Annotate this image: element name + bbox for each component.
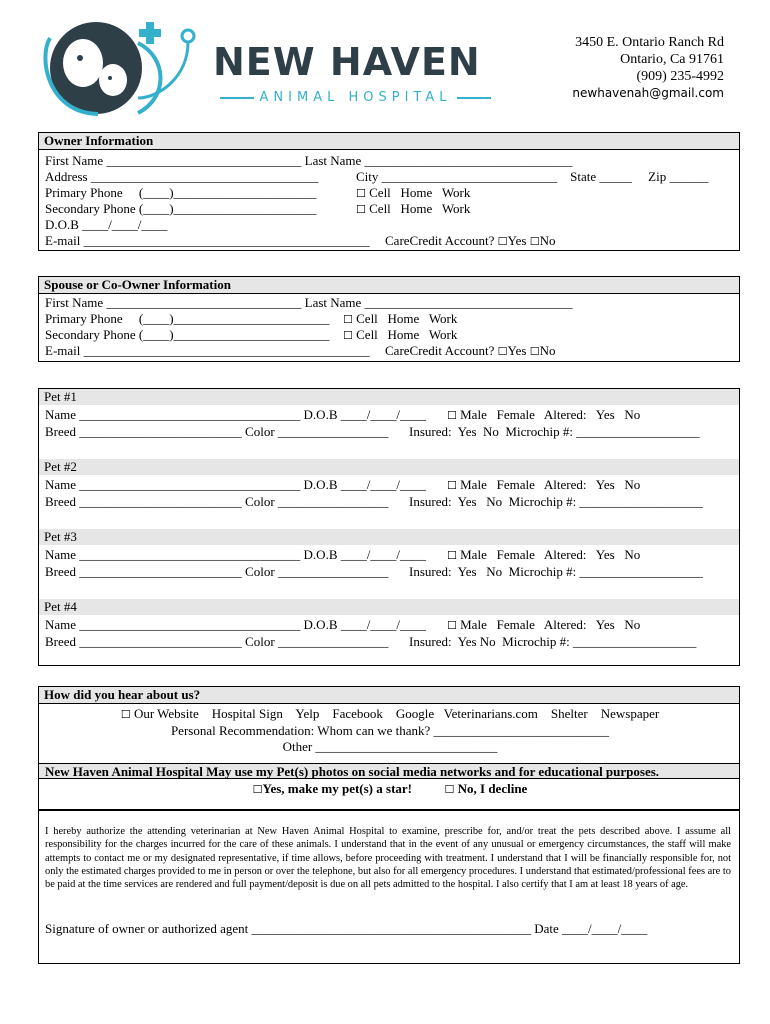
photo-consent-statement: New Haven Animal Hospital May use my Pet(s) photos on social media networks and for educational purposes.: [39, 763, 739, 779]
phone-number: (909) 235-4992: [636, 69, 724, 84]
pet-insured-microchip[interactable]: Insured: Yes No Microchip #: ___________________: [409, 424, 700, 439]
checkbox-icon[interactable]: ☐: [252, 783, 263, 796]
checkbox-icon[interactable]: ☐: [343, 313, 353, 326]
pet-insured-microchip[interactable]: Insured: Yes No Microchip #: ___________________: [409, 634, 697, 649]
spouse-section-title: Spouse or Co-Owner Information: [39, 277, 739, 294]
pet-breed-field[interactable]: Breed _________________________ Color _________________: [45, 564, 389, 579]
pet-breed-field[interactable]: Breed _________________________ Color _________________: [45, 424, 389, 439]
referral-other-field[interactable]: Other ____________________________: [282, 739, 498, 754]
spouse-secondary-phone-type[interactable]: ☐ Cell Home Work: [343, 327, 458, 342]
brand-subtitle: ANIMAL HOSPITAL: [213, 90, 498, 105]
owner-email-field[interactable]: E-mail ____________________________________________: [45, 233, 370, 248]
referral-recommendation-field[interactable]: Personal Recommendation: Whom can we thank? ___________________________: [170, 723, 610, 738]
pet-name-field[interactable]: Name __________________________________ D.O.B ____/____/____: [45, 407, 426, 422]
pet-insured-microchip[interactable]: Insured: Yes No Microchip #: ___________________: [409, 494, 703, 509]
owner-city-state-zip-field[interactable]: City ___________________________ State _____ Zip ______: [356, 169, 709, 184]
referral-title: How did you hear about us?: [39, 687, 739, 704]
checkbox-icon[interactable]: ☐: [447, 619, 457, 632]
owner-section-title: Owner Information: [39, 133, 739, 150]
pet-sex-altered[interactable]: ☐ Male Female Altered: Yes No: [447, 547, 641, 562]
pet-block-3: [39, 529, 739, 579]
pet-block-4: [39, 599, 739, 649]
checkbox-icon[interactable]: ☐: [447, 479, 457, 492]
pet-block-2: [39, 459, 739, 509]
authorization-section: [38, 810, 740, 964]
checkbox-icon[interactable]: ☐: [356, 203, 366, 216]
pet-breed-field[interactable]: Breed _________________________ Color _________________: [45, 494, 389, 509]
checkbox-icon[interactable]: ☐: [529, 235, 540, 248]
checkbox-icon[interactable]: ☐: [444, 783, 455, 796]
checkbox-icon[interactable]: ☐: [497, 345, 508, 358]
pet-title: Pet #3: [39, 529, 739, 545]
owner-primary-phone-field[interactable]: Primary Phone (____)______________________: [45, 185, 317, 200]
owner-carecredit[interactable]: CareCredit Account? ☐Yes ☐No: [385, 233, 556, 248]
pet-name-field[interactable]: Name __________________________________ D.O.B ____/____/____: [45, 617, 426, 632]
pet-stethoscope-icon: [38, 18, 208, 118]
spouse-carecredit[interactable]: CareCredit Account? ☐Yes ☐No: [385, 343, 556, 358]
photo-consent-options[interactable]: [39, 781, 741, 798]
checkbox-icon[interactable]: ☐: [343, 329, 353, 342]
spouse-name-field[interactable]: First Name ______________________________ Last Name ________________________________: [45, 295, 573, 310]
owner-dob-field[interactable]: D.O.B ____/____/____: [45, 217, 168, 232]
hospital-address: [572, 34, 724, 102]
checkbox-icon[interactable]: ☐: [447, 409, 457, 422]
referral-options[interactable]: ☐ Our Website Hospital Sign Yelp Facebook Google Veterinarians.com Shelter Newspaper: [120, 706, 660, 721]
hospital-logo: [38, 18, 508, 118]
spouse-primary-phone-field[interactable]: Primary Phone (____)________________________: [45, 311, 330, 326]
pet-title: Pet #4: [39, 599, 739, 615]
pet-sex-altered[interactable]: ☐ Male Female Altered: Yes No: [447, 407, 641, 422]
checkbox-icon[interactable]: ☐: [356, 187, 366, 200]
pet-insured-microchip[interactable]: Insured: Yes No Microchip #: ___________________: [409, 564, 703, 579]
spouse-email-field[interactable]: E-mail ____________________________________________: [45, 343, 370, 358]
pet-title: Pet #1: [39, 389, 739, 405]
photo-consent-yes[interactable]: Yes, make my pet(s) a star!: [262, 781, 412, 796]
spouse-secondary-phone-field[interactable]: Secondary Phone (____)________________________: [45, 327, 330, 342]
referral-section: [38, 686, 740, 810]
owner-name-field[interactable]: First Name ______________________________ Last Name ________________________________: [45, 153, 573, 168]
pet-sex-altered[interactable]: ☐ Male Female Altered: Yes No: [447, 477, 641, 492]
checkbox-icon[interactable]: ☐: [120, 708, 131, 721]
pet-block-1: [39, 389, 739, 439]
checkbox-icon[interactable]: ☐: [529, 345, 540, 358]
owner-secondary-phone-type[interactable]: ☐ Cell Home Work: [356, 201, 471, 216]
spouse-section: [38, 276, 740, 362]
hospital-email: newhavenah@gmail.com: [572, 86, 724, 100]
checkbox-icon[interactable]: ☐: [497, 235, 508, 248]
address-line2: Ontario, Ca 91761: [620, 52, 724, 67]
owner-primary-phone-type[interactable]: ☐ Cell Home Work: [356, 185, 471, 200]
pets-section: [38, 388, 740, 666]
owner-address-field[interactable]: Address ___________________________________: [45, 169, 319, 184]
pet-breed-field[interactable]: Breed _________________________ Color _________________: [45, 634, 389, 649]
pet-title: Pet #2: [39, 459, 739, 475]
checkbox-icon[interactable]: ☐: [447, 549, 457, 562]
owner-section: [38, 132, 740, 251]
authorization-text: I hereby authorize the attending veterinarian at New Haven Animal Hospital to examine, prescribe for, and/or treat the pets described above. I assume all responsibility for the charges incurred for the care of these animals. I understand that in the event of any unusual or emergency circumstances, the staff will make attempts to contact me or my designated representative, if time allows, before proceeding with treatment. I understand that I will be financially responsible for, not only the estimated charges provided to me in person or over the telephone, but also for all emergency procedures. I understand that estimated/professional fees are to be paid at the time services are rendered and full payment/deposit is due on all pets admitted to the hospital. I also certify that I am at least 18 years of age.: [45, 826, 731, 891]
pet-name-field[interactable]: Name __________________________________ D.O.B ____/____/____: [45, 547, 426, 562]
photo-consent-no[interactable]: No, I decline: [457, 781, 528, 796]
brand-name: NEW HAVEN: [213, 40, 481, 84]
spouse-primary-phone-type[interactable]: ☐ Cell Home Work: [343, 311, 458, 326]
address-line1: 3450 E. Ontario Ranch Rd: [575, 35, 724, 50]
pet-name-field[interactable]: Name __________________________________ D.O.B ____/____/____: [45, 477, 426, 492]
pet-sex-altered[interactable]: ☐ Male Female Altered: Yes No: [447, 617, 641, 632]
signature-date-field[interactable]: Signature of owner or authorized agent ___________________________________________ Date ____/____/____: [45, 921, 648, 936]
owner-secondary-phone-field[interactable]: Secondary Phone (____)______________________: [45, 201, 317, 216]
